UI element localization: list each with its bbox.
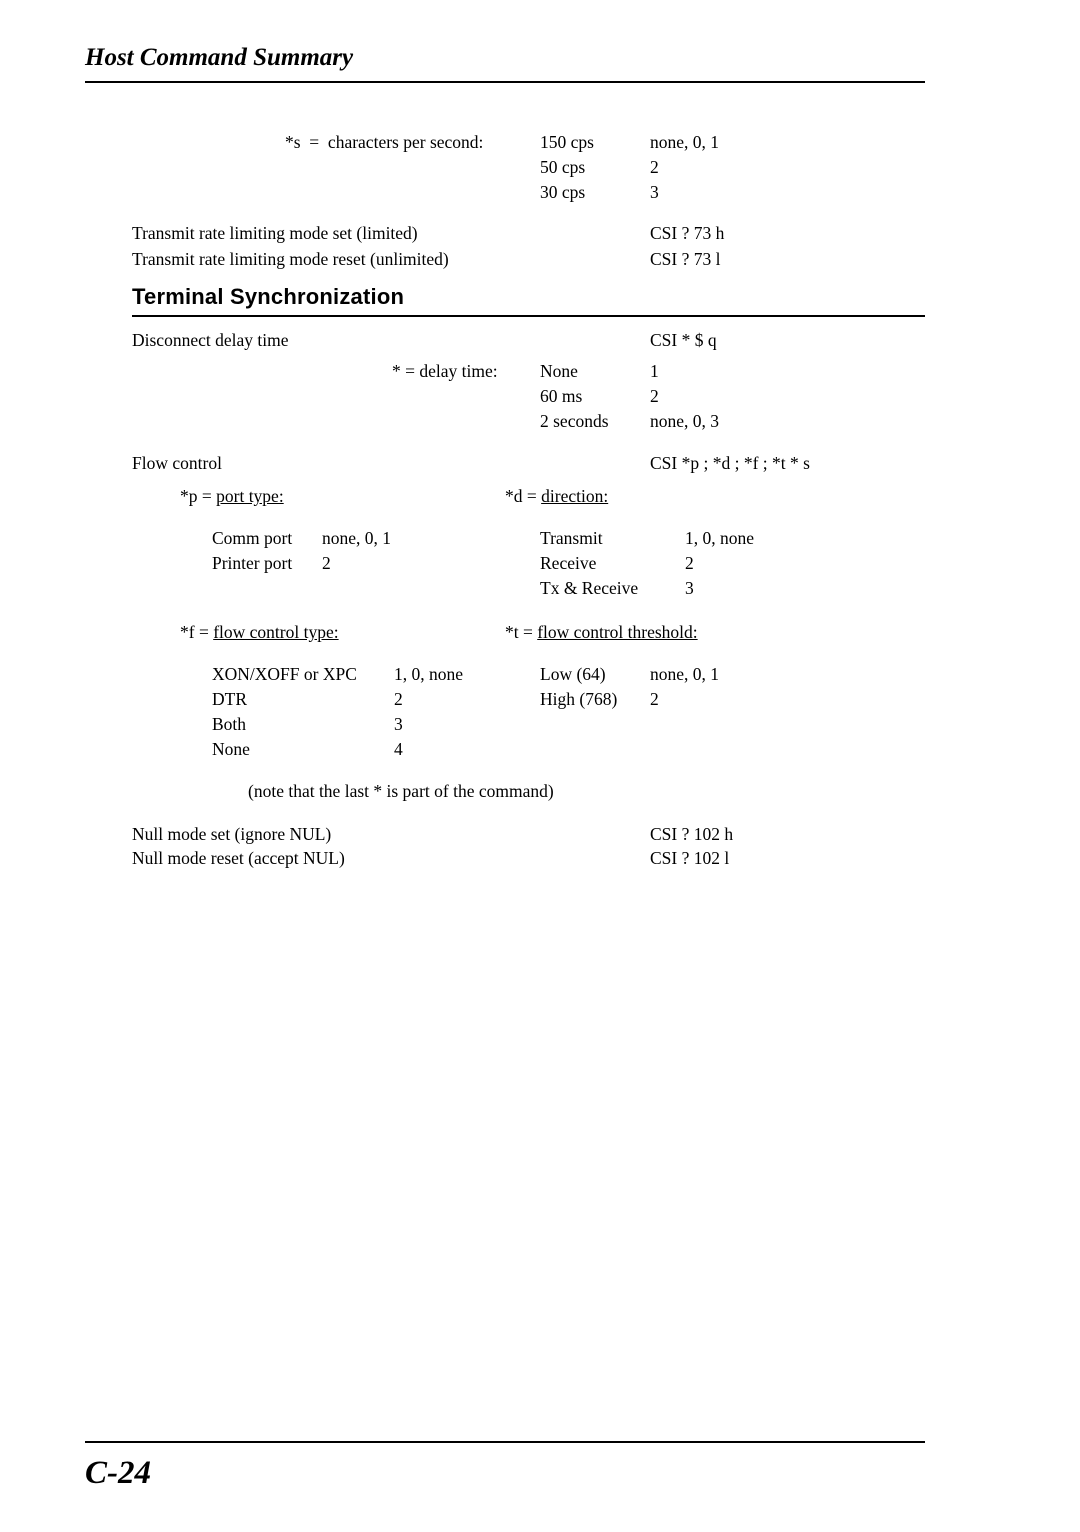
flow-control-type-label	[180, 622, 339, 643]
page-number: C-24	[85, 1455, 151, 1491]
threshold-label	[505, 622, 698, 643]
command-label: Disconnect delay time	[132, 330, 289, 350]
port-type-label	[180, 486, 284, 507]
footer-rule	[85, 1441, 925, 1443]
port-row-param: 2	[322, 553, 331, 573]
page-header-title: Host Command Summary	[85, 44, 354, 71]
fc-type-row-param: 3	[394, 714, 403, 734]
command-note: (note that the last * is part of the command)	[248, 781, 554, 801]
cps-value: 150 cps	[540, 132, 594, 152]
port-type-prefix: *p =	[180, 486, 217, 506]
direction-term: direction:	[541, 486, 609, 506]
flow-control-type-term: flow control type:	[213, 622, 339, 642]
direction-row-name: Transmit	[540, 528, 603, 548]
threshold-row-name: Low (64)	[540, 664, 606, 684]
cps-value: 50 cps	[540, 157, 586, 177]
port-row-param: none, 0, 1	[322, 528, 392, 548]
port-type-term: port type:	[216, 486, 284, 506]
command-sequence: CSI *p ; *d ; *f ; *t * s	[650, 453, 810, 473]
fc-type-row-name: DTR	[212, 689, 247, 709]
command-sequence: CSI * $ q	[650, 330, 717, 350]
cps-label: *s = characters per second:	[285, 132, 484, 152]
threshold-row-param: 2	[650, 689, 659, 709]
fc-type-row-param: 4	[394, 739, 403, 759]
cps-param: 2	[650, 157, 659, 177]
threshold-row-name: High (768)	[540, 689, 618, 709]
header-rule	[85, 81, 925, 83]
fc-type-row-name: Both	[212, 714, 247, 734]
command-label: Null mode set (ignore NUL)	[132, 824, 332, 844]
delay-value: 60 ms	[540, 386, 583, 406]
command-label: Flow control	[132, 453, 222, 473]
direction-prefix: *d =	[505, 486, 542, 506]
command-label: Null mode reset (accept NUL)	[132, 848, 345, 868]
delay-param: 1	[650, 361, 659, 381]
threshold-row-param: none, 0, 1	[650, 664, 720, 684]
port-row-name: Printer port	[212, 553, 293, 573]
command-sequence: CSI ? 102 h	[650, 824, 734, 844]
delay-param: none, 0, 3	[650, 411, 720, 431]
command-label: Transmit rate limiting mode set (limited)	[132, 223, 418, 243]
flow-control-type-prefix: *f =	[180, 622, 214, 642]
direction-row-param: 2	[685, 553, 694, 573]
command-sequence: CSI ? 102 l	[650, 848, 730, 868]
threshold-term: flow control threshold:	[537, 622, 698, 642]
command-sequence: CSI ? 73 l	[650, 249, 721, 269]
direction-label	[505, 486, 608, 507]
section-rule	[132, 315, 925, 317]
direction-row-name: Tx & Receive	[540, 578, 639, 598]
threshold-prefix: *t =	[505, 622, 538, 642]
command-sequence: CSI ? 73 h	[650, 223, 725, 243]
delay-value: 2 seconds	[540, 411, 609, 431]
cps-param: 3	[650, 182, 659, 202]
cps-value: 30 cps	[540, 182, 586, 202]
delay-value: None	[540, 361, 578, 381]
delay-param: 2	[650, 386, 659, 406]
port-row-name: Comm port	[212, 528, 293, 548]
command-label: Transmit rate limiting mode reset (unlimited)	[132, 249, 449, 269]
section-title: Terminal Synchronization	[132, 284, 405, 309]
direction-row-param: 3	[685, 578, 694, 598]
fc-type-row-name: None	[212, 739, 250, 759]
delay-time-label: * = delay time:	[392, 361, 498, 381]
fc-type-row-name: XON/XOFF or XPC	[212, 664, 357, 684]
cps-param: none, 0, 1	[650, 132, 720, 152]
direction-row-name: Receive	[540, 553, 597, 573]
fc-type-row-param: 1, 0, none	[394, 664, 464, 684]
direction-row-param: 1, 0, none	[685, 528, 755, 548]
fc-type-row-param: 2	[394, 689, 403, 709]
